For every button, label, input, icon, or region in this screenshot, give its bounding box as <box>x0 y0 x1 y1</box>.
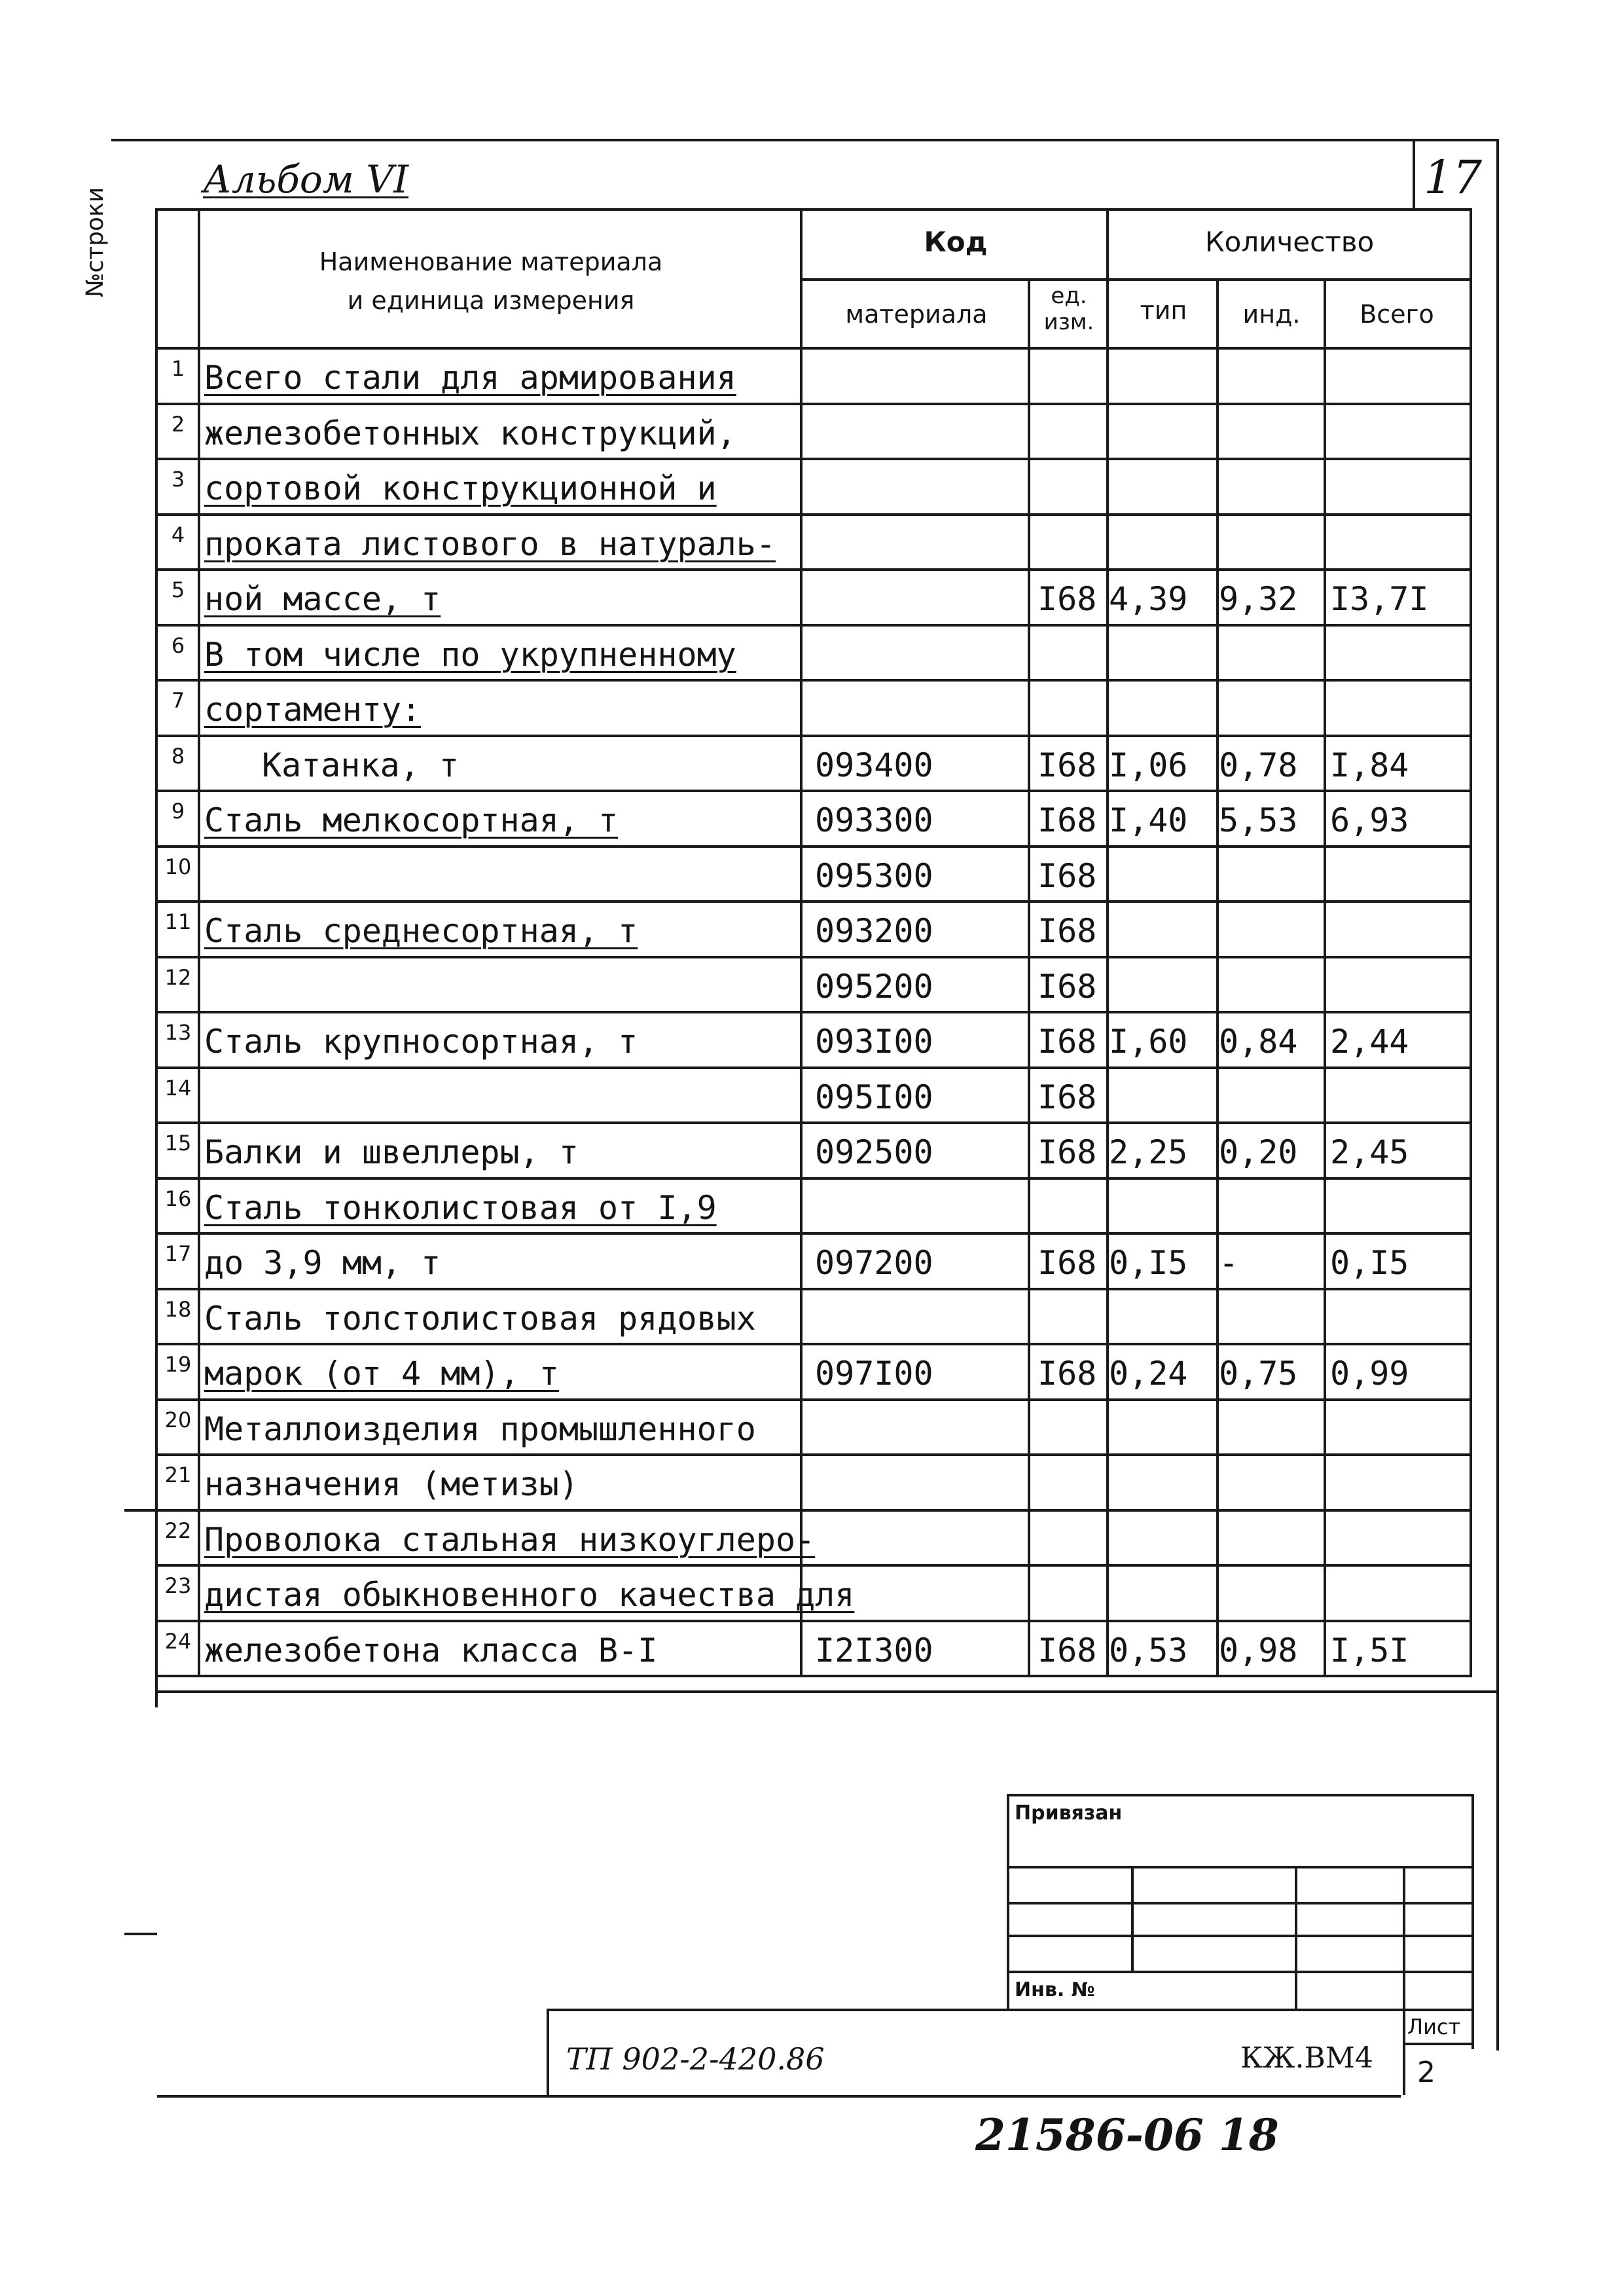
material-name: Всего стали для армирования <box>204 359 736 397</box>
qty-ind: 0,78 <box>1219 746 1298 784</box>
grid-line <box>155 845 1472 848</box>
material-name: сортаменту: <box>204 691 422 729</box>
margin-tick <box>124 1509 157 1512</box>
grid-line <box>155 1288 1472 1290</box>
grid-line <box>155 679 1472 682</box>
grid-line <box>1106 208 1109 1675</box>
material-name: Катанка, т <box>262 746 460 784</box>
material-name: Сталь мелкосортная, т <box>204 801 619 839</box>
grid-line <box>155 790 1472 792</box>
stamp-linked-label: Привязан <box>1015 1802 1123 1825</box>
grid-line <box>155 208 1472 211</box>
unit-code: I68 <box>1038 912 1097 950</box>
qty-ind: 0,84 <box>1219 1023 1298 1061</box>
unit-code: I68 <box>1038 1355 1097 1393</box>
material-name: железобетона класса В-I <box>204 1631 658 1669</box>
material-code: 095200 <box>815 967 933 1006</box>
row-number: 17 <box>164 1241 192 1266</box>
qty-total: I,5I <box>1330 1631 1409 1669</box>
qty-ind: - <box>1219 1244 1239 1282</box>
header-code-unit-line1: ед. <box>1051 283 1087 309</box>
unit-code: I68 <box>1038 1078 1097 1116</box>
grid-line <box>155 1121 1472 1124</box>
stamp-sheet-label: Лист <box>1407 2014 1461 2039</box>
margin-tick <box>157 2095 1401 2098</box>
header-row-number: №строки <box>82 187 109 298</box>
qty-type: 2,25 <box>1109 1133 1188 1171</box>
grid-line <box>155 1177 1472 1180</box>
qty-total: 0,99 <box>1330 1355 1409 1393</box>
material-code: 095300 <box>815 856 933 895</box>
unit-code: I68 <box>1038 967 1097 1006</box>
margin-tick <box>124 1933 157 1935</box>
header-qty-total: Всего <box>1360 300 1434 329</box>
album-label: Альбом VI <box>203 157 409 202</box>
row-number: 20 <box>164 1407 192 1432</box>
grid-line <box>800 278 1472 281</box>
stamp-inv-label: Инв. № <box>1015 1978 1095 2001</box>
unit-code: I68 <box>1038 1133 1097 1171</box>
material-code: 097200 <box>815 1244 933 1282</box>
qty-type: 0,I5 <box>1109 1244 1188 1282</box>
qty-ind: 0,75 <box>1219 1355 1298 1393</box>
grid-line <box>155 1509 1472 1512</box>
row-number: 15 <box>164 1131 192 1156</box>
row-number: 19 <box>164 1352 192 1377</box>
stamp-doc-mark: КЖ.ВМ4 <box>1240 2041 1373 2075</box>
unit-code: I68 <box>1038 746 1097 784</box>
grid-line <box>155 1453 1472 1456</box>
grid-line <box>155 1398 1472 1401</box>
unit-code: I68 <box>1038 580 1097 618</box>
grid-line <box>155 1564 1472 1567</box>
header-qty-type: тип <box>1140 296 1187 325</box>
grid-line <box>155 900 1472 903</box>
qty-total: I3,7I <box>1330 580 1429 618</box>
row-number: 23 <box>164 1573 192 1598</box>
row-number: 14 <box>164 1075 192 1101</box>
grid-line <box>155 1066 1472 1069</box>
row-number: 12 <box>164 964 192 990</box>
qty-type: 0,53 <box>1109 1631 1188 1669</box>
header-qty-ind: инд. <box>1242 300 1301 329</box>
header-quantity: Количество <box>1204 226 1375 258</box>
unit-code: I68 <box>1038 1631 1097 1669</box>
qty-total: 0,I5 <box>1330 1244 1409 1282</box>
qty-type: 0,24 <box>1109 1355 1188 1393</box>
qty-total: 6,93 <box>1330 801 1409 839</box>
material-name: назначения (метизы) <box>204 1465 579 1503</box>
qty-ind: 9,32 <box>1219 580 1298 618</box>
row-number: 24 <box>164 1628 192 1654</box>
material-code: 097I00 <box>815 1355 933 1393</box>
row-number: 5 <box>171 577 185 602</box>
qty-total: 2,44 <box>1330 1023 1409 1061</box>
material-name: Металлоизделия промышленного <box>204 1410 756 1448</box>
material-name: проката листового в натураль- <box>204 524 776 563</box>
material-code: 095I00 <box>815 1078 933 1116</box>
material-code: I2I300 <box>815 1631 933 1669</box>
material-name: Сталь толстолистовая рядовых <box>204 1299 756 1338</box>
qty-ind: 5,53 <box>1219 801 1298 839</box>
material-name: Сталь среднесортная, т <box>204 912 638 950</box>
row-number: 13 <box>164 1020 192 1045</box>
material-name: В том числе по укрупненному <box>204 635 736 674</box>
material-name: Балки и швеллеры, т <box>204 1133 579 1171</box>
row-number: 22 <box>164 1518 192 1543</box>
grid-line <box>1470 208 1472 1675</box>
row-number: 9 <box>171 799 185 824</box>
row-number: 2 <box>171 411 185 437</box>
grid-line <box>155 735 1472 737</box>
grid-line <box>155 1620 1472 1622</box>
row-number: 1 <box>171 356 185 381</box>
grid-line <box>155 347 1472 350</box>
stamp-doc-code: ТП 902-2-420.86 <box>566 2041 825 2077</box>
grid-line <box>155 956 1472 958</box>
grid-line <box>155 1232 1472 1235</box>
row-number: 10 <box>164 854 192 879</box>
material-name: Проволока стальная низкоуглеро- <box>204 1520 816 1559</box>
material-name: дистая обыкновенного качества для <box>204 1576 855 1614</box>
row-number: 16 <box>164 1186 192 1211</box>
row-number: 21 <box>164 1463 192 1487</box>
material-code: 093300 <box>815 801 933 839</box>
header-code-unit-line2: изм. <box>1043 309 1094 335</box>
grid-line <box>155 1011 1472 1013</box>
grid-line <box>800 208 803 1675</box>
material-name: сортовой конструкционной и <box>204 469 717 507</box>
unit-code: I68 <box>1038 801 1097 839</box>
grid-line <box>1028 278 1030 1675</box>
qty-type: 4,39 <box>1109 580 1188 618</box>
row-number: 18 <box>164 1296 192 1322</box>
unit-code: I68 <box>1038 1023 1097 1061</box>
grid-line <box>155 458 1472 460</box>
grid-line <box>155 513 1472 516</box>
grid-line <box>155 403 1472 405</box>
row-number: 3 <box>171 467 185 492</box>
material-code: 093I00 <box>815 1023 933 1061</box>
grid-line <box>1324 278 1326 1675</box>
grid-line <box>155 1675 1472 1677</box>
unit-code: I68 <box>1038 856 1097 895</box>
material-code: 093200 <box>815 912 933 950</box>
material-code: 093400 <box>815 746 933 784</box>
header-name-line1: Наименование материала <box>319 247 663 276</box>
qty-type: I,60 <box>1109 1023 1188 1061</box>
grid-line <box>155 1343 1472 1345</box>
material-name: ной массе, т <box>204 580 441 618</box>
header-name-line2: и единица измерения <box>347 286 635 315</box>
row-number: 7 <box>171 688 185 713</box>
qty-type: I,06 <box>1109 746 1188 784</box>
unit-code: I68 <box>1038 1244 1097 1282</box>
row-number: 11 <box>164 909 192 934</box>
qty-ind: 0,20 <box>1219 1133 1298 1171</box>
qty-type: I,40 <box>1109 801 1188 839</box>
material-name: марок (от 4 мм), т <box>204 1355 559 1393</box>
row-number: 4 <box>171 522 185 547</box>
qty-total: I,84 <box>1330 746 1409 784</box>
header-code-material: материала <box>845 300 988 329</box>
bottom-archive-number: 21586-06 18 <box>975 2109 1279 2160</box>
material-name: Сталь тонколистовая от I,9 <box>204 1188 717 1227</box>
grid-line <box>155 624 1472 627</box>
page-number: 17 <box>1424 151 1483 204</box>
stamp-sheet-number: 2 <box>1417 2056 1435 2089</box>
grid-line <box>1216 278 1219 1675</box>
row-number: 8 <box>171 743 185 769</box>
header-code: Код <box>924 226 988 258</box>
grid-line <box>155 568 1472 571</box>
qty-ind: 0,98 <box>1219 1631 1298 1669</box>
margin-tick <box>157 1690 1499 1693</box>
material-name: железобетонных конструкций, <box>204 414 736 452</box>
material-name: Сталь крупносортная, т <box>204 1023 638 1061</box>
qty-total: 2,45 <box>1330 1133 1409 1171</box>
row-number: 6 <box>171 632 185 658</box>
material-code: 092500 <box>815 1133 933 1171</box>
material-name: до 3,9 мм, т <box>204 1244 441 1282</box>
